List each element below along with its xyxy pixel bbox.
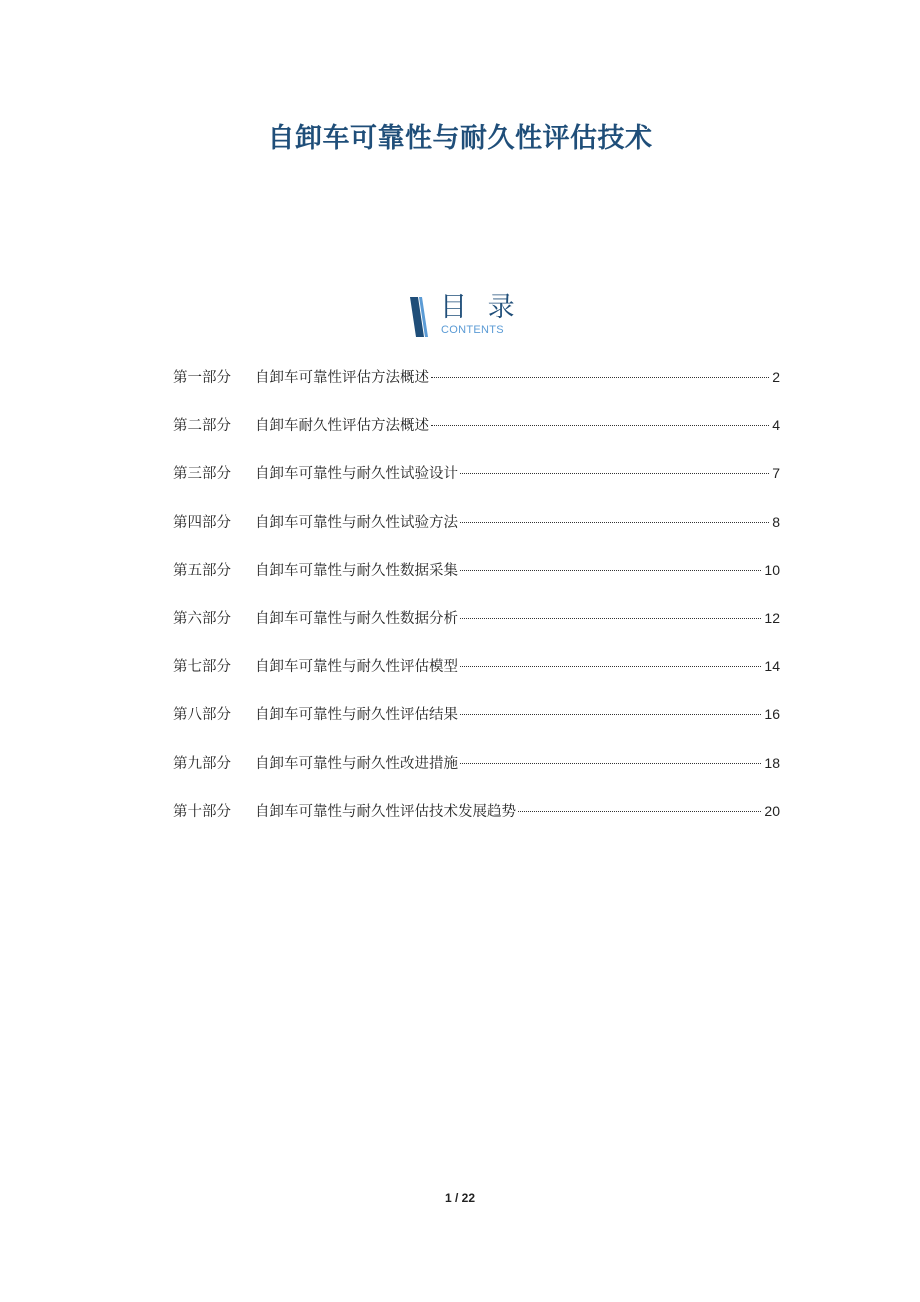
toc-leader-dots	[460, 570, 761, 571]
toc-entry-page: 7	[772, 465, 780, 482]
toc-entry[interactable]	[173, 800, 780, 848]
toc-entry-page: 2	[772, 369, 780, 385]
toc-entry-title: 自卸车可靠性与耐久性评估模型	[255, 659, 458, 676]
toc-entry[interactable]	[173, 366, 780, 414]
toc-entry-page: 14	[764, 658, 780, 675]
toc-entry[interactable]	[173, 607, 780, 655]
toc-leader-dots	[460, 618, 761, 619]
toc-entry-title: 自卸车可靠性与耐久性试验方法	[255, 514, 458, 531]
toc-subheading: CONTENTS	[441, 324, 504, 336]
toc-leader-dots	[460, 666, 761, 667]
toc-entry-page: 18	[764, 754, 780, 771]
toc-entry-title: 自卸车可靠性与耐久性评估技术发展趋势	[255, 803, 516, 820]
toc-leader-dots	[460, 522, 769, 523]
toc-entry-title: 自卸车可靠性与耐久性数据采集	[255, 562, 458, 579]
toc-leader-dots	[460, 763, 761, 764]
toc-leader-dots	[431, 377, 769, 378]
toc-entry-title: 自卸车可靠性与耐久性改进措施	[255, 755, 458, 772]
table-of-contents	[173, 366, 780, 848]
toc-entry[interactable]	[173, 703, 780, 751]
toc-leader-dots	[460, 473, 769, 474]
toc-entry-part: 第三部分	[173, 466, 231, 483]
toc-entry-part: 第四部分	[173, 514, 231, 531]
toc-entry-title: 自卸车耐久性评估方法概述	[255, 418, 429, 435]
toc-entry-title: 自卸车可靠性评估方法概述	[255, 370, 429, 386]
toc-entry-part: 第六部分	[173, 610, 231, 627]
toc-entry-part: 第七部分	[173, 659, 231, 676]
toc-entry-part: 第一部分	[173, 370, 231, 386]
book-spine-icon	[408, 297, 432, 337]
toc-entry-title: 自卸车可靠性与耐久性评估结果	[255, 707, 458, 724]
toc-entry[interactable]	[173, 511, 780, 559]
toc-leader-dots	[460, 714, 761, 715]
toc-heading: 目 录	[440, 292, 521, 323]
page-indicator: 1 / 22	[444, 1191, 476, 1205]
toc-entry-page: 8	[772, 513, 780, 530]
toc-entry-page: 10	[764, 561, 780, 578]
toc-entry[interactable]	[173, 559, 780, 607]
toc-entry-part: 第十部分	[173, 803, 231, 820]
toc-leader-dots	[431, 425, 769, 426]
toc-entry[interactable]	[173, 655, 780, 703]
toc-header	[408, 293, 548, 343]
toc-entry[interactable]	[173, 462, 780, 510]
toc-entry-title: 自卸车可靠性与耐久性数据分析	[255, 610, 458, 627]
toc-entry-page: 12	[764, 609, 780, 626]
toc-entry-page: 20	[764, 802, 780, 819]
toc-entry-part: 第五部分	[173, 562, 231, 579]
toc-entry-page: 4	[772, 417, 780, 434]
toc-entry-page: 16	[764, 706, 780, 723]
toc-entry-title: 自卸车可靠性与耐久性试验设计	[255, 466, 458, 483]
toc-entry-part: 第九部分	[173, 755, 231, 772]
toc-entry-part: 第二部分	[173, 418, 231, 435]
toc-entry-part: 第八部分	[173, 707, 231, 724]
document-title: 自卸车可靠性与耐久性评估技术	[267, 123, 653, 154]
toc-leader-dots	[518, 811, 761, 812]
toc-entry[interactable]	[173, 414, 780, 462]
toc-entry[interactable]	[173, 752, 780, 800]
